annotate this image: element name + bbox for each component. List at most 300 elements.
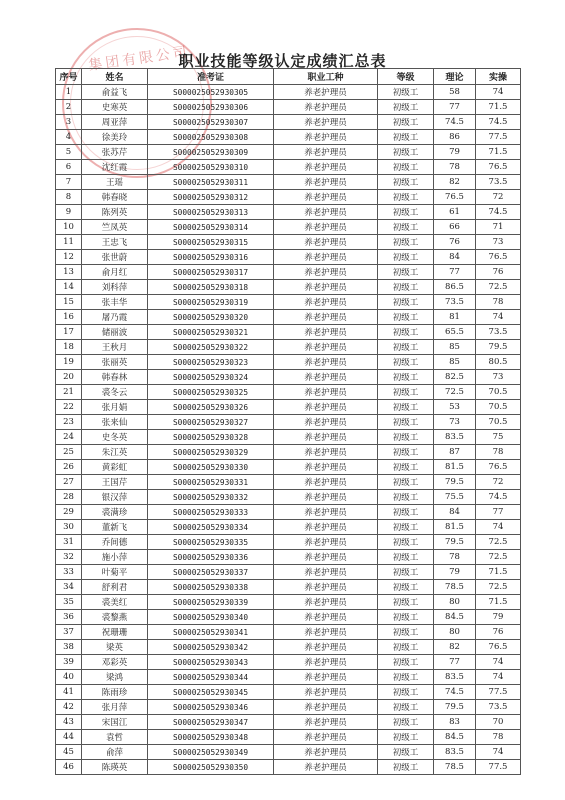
cell-occupation: 养老护理员 [274, 145, 378, 160]
cell-name: 储丽波 [82, 325, 148, 340]
cell-exam-id: S000025052930325 [148, 385, 274, 400]
cell-exam-id: S000025052930324 [148, 370, 274, 385]
cell-occupation: 养老护理员 [274, 220, 378, 235]
cell-exam-id: S000025052930316 [148, 250, 274, 265]
cell-name: 宋国江 [82, 715, 148, 730]
cell-seq: 40 [56, 670, 82, 685]
score-summary-table [55, 68, 521, 775]
cell-level: 初级工 [378, 310, 434, 325]
cell-practice: 79 [476, 610, 521, 625]
table-row [56, 340, 521, 355]
table-row [56, 760, 521, 775]
cell-practice: 73.5 [476, 325, 521, 340]
cell-seq: 14 [56, 280, 82, 295]
cell-exam-id: S000025052930345 [148, 685, 274, 700]
table-row [56, 550, 521, 565]
cell-name: 朱江英 [82, 445, 148, 460]
cell-practice: 74 [476, 520, 521, 535]
cell-theory: 78 [434, 550, 476, 565]
cell-theory: 74.5 [434, 115, 476, 130]
cell-practice: 71.5 [476, 145, 521, 160]
cell-practice: 73.5 [476, 175, 521, 190]
table-row [56, 400, 521, 415]
cell-occupation: 养老护理员 [274, 160, 378, 175]
cell-occupation: 养老护理员 [274, 190, 378, 205]
cell-occupation: 养老护理员 [274, 685, 378, 700]
cell-theory: 84 [434, 250, 476, 265]
cell-seq: 7 [56, 175, 82, 190]
table-row [56, 295, 521, 310]
cell-level: 初级工 [378, 685, 434, 700]
cell-theory: 80 [434, 625, 476, 640]
cell-exam-id: S000025052930328 [148, 430, 274, 445]
table-row [56, 235, 521, 250]
cell-name: 张世蔚 [82, 250, 148, 265]
cell-level: 初级工 [378, 460, 434, 475]
table-row [56, 100, 521, 115]
cell-seq: 16 [56, 310, 82, 325]
cell-level: 初级工 [378, 730, 434, 745]
header-exam-id: 准考证 [148, 69, 274, 85]
cell-level: 初级工 [378, 145, 434, 160]
cell-theory: 72.5 [434, 385, 476, 400]
table-row [56, 415, 521, 430]
cell-exam-id: S000025052930342 [148, 640, 274, 655]
cell-seq: 18 [56, 340, 82, 355]
cell-exam-id: S000025052930306 [148, 100, 274, 115]
cell-exam-id: S000025052930338 [148, 580, 274, 595]
cell-level: 初级工 [378, 295, 434, 310]
cell-theory: 79 [434, 565, 476, 580]
cell-theory: 77 [434, 100, 476, 115]
cell-name: 史寒英 [82, 100, 148, 115]
cell-theory: 84.5 [434, 730, 476, 745]
cell-name: 张来仙 [82, 415, 148, 430]
cell-occupation: 养老护理员 [274, 535, 378, 550]
cell-theory: 85 [434, 355, 476, 370]
cell-practice: 72 [476, 190, 521, 205]
table-row [56, 355, 521, 370]
cell-theory: 83.5 [434, 430, 476, 445]
cell-practice: 70.5 [476, 385, 521, 400]
cell-seq: 37 [56, 625, 82, 640]
cell-level: 初级工 [378, 490, 434, 505]
cell-name: 俞萍 [82, 745, 148, 760]
cell-occupation: 养老护理员 [274, 610, 378, 625]
cell-exam-id: S000025052930307 [148, 115, 274, 130]
cell-exam-id: S000025052930315 [148, 235, 274, 250]
cell-occupation: 养老护理员 [274, 235, 378, 250]
cell-exam-id: S000025052930309 [148, 145, 274, 160]
cell-name: 裘满珍 [82, 505, 148, 520]
cell-occupation: 养老护理员 [274, 355, 378, 370]
cell-name: 沈红霞 [82, 160, 148, 175]
cell-name: 韩春林 [82, 370, 148, 385]
cell-theory: 78 [434, 160, 476, 175]
cell-practice: 74 [476, 310, 521, 325]
cell-practice: 74 [476, 655, 521, 670]
cell-name: 黄彩虹 [82, 460, 148, 475]
cell-practice: 78 [476, 295, 521, 310]
cell-level: 初级工 [378, 85, 434, 100]
cell-level: 初级工 [378, 235, 434, 250]
table-row [56, 580, 521, 595]
cell-occupation: 养老护理员 [274, 565, 378, 580]
cell-seq: 25 [56, 445, 82, 460]
cell-practice: 74 [476, 670, 521, 685]
cell-name: 王忠飞 [82, 235, 148, 250]
cell-exam-id: S000025052930312 [148, 190, 274, 205]
cell-level: 初级工 [378, 325, 434, 340]
cell-name: 裘冬云 [82, 385, 148, 400]
table-row [56, 520, 521, 535]
cell-name: 陈瑛英 [82, 760, 148, 775]
cell-level: 初级工 [378, 370, 434, 385]
cell-exam-id: S000025052930314 [148, 220, 274, 235]
cell-exam-id: S000025052930330 [148, 460, 274, 475]
cell-seq: 13 [56, 265, 82, 280]
cell-seq: 22 [56, 400, 82, 415]
cell-name: 王国芹 [82, 475, 148, 490]
cell-seq: 17 [56, 325, 82, 340]
cell-theory: 79.5 [434, 535, 476, 550]
cell-occupation: 养老护理员 [274, 550, 378, 565]
cell-theory: 84 [434, 505, 476, 520]
cell-theory: 82 [434, 640, 476, 655]
cell-level: 初级工 [378, 250, 434, 265]
table-row [56, 265, 521, 280]
table-row [56, 115, 521, 130]
cell-seq: 29 [56, 505, 82, 520]
cell-occupation: 养老护理员 [274, 760, 378, 775]
cell-seq: 36 [56, 610, 82, 625]
table-row [56, 745, 521, 760]
table-row [56, 565, 521, 580]
table-row [56, 325, 521, 340]
cell-level: 初级工 [378, 625, 434, 640]
cell-theory: 85 [434, 340, 476, 355]
cell-level: 初级工 [378, 265, 434, 280]
cell-theory: 66 [434, 220, 476, 235]
cell-practice: 77 [476, 505, 521, 520]
table-row [56, 445, 521, 460]
cell-theory: 82 [434, 175, 476, 190]
table-row [56, 145, 521, 160]
cell-practice: 77.5 [476, 685, 521, 700]
cell-level: 初级工 [378, 505, 434, 520]
table-row [56, 655, 521, 670]
cell-level: 初级工 [378, 550, 434, 565]
cell-level: 初级工 [378, 595, 434, 610]
cell-theory: 86.5 [434, 280, 476, 295]
table-header-row [56, 69, 521, 85]
cell-exam-id: S000025052930333 [148, 505, 274, 520]
cell-occupation: 养老护理员 [274, 370, 378, 385]
cell-seq: 38 [56, 640, 82, 655]
cell-level: 初级工 [378, 160, 434, 175]
header-name: 姓名 [82, 69, 148, 85]
cell-exam-id: S000025052930340 [148, 610, 274, 625]
cell-seq: 26 [56, 460, 82, 475]
table-row [56, 730, 521, 745]
cell-seq: 33 [56, 565, 82, 580]
cell-exam-id: S000025052930310 [148, 160, 274, 175]
cell-seq: 8 [56, 190, 82, 205]
cell-exam-id: S000025052930348 [148, 730, 274, 745]
table-row [56, 670, 521, 685]
cell-exam-id: S000025052930320 [148, 310, 274, 325]
cell-seq: 1 [56, 85, 82, 100]
cell-theory: 58 [434, 85, 476, 100]
cell-practice: 74 [476, 745, 521, 760]
cell-exam-id: S000025052930332 [148, 490, 274, 505]
cell-exam-id: S000025052930344 [148, 670, 274, 685]
cell-level: 初级工 [378, 175, 434, 190]
cell-occupation: 养老护理员 [274, 730, 378, 745]
cell-level: 初级工 [378, 745, 434, 760]
cell-level: 初级工 [378, 130, 434, 145]
cell-theory: 84.5 [434, 610, 476, 625]
cell-seq: 20 [56, 370, 82, 385]
table-row [56, 505, 521, 520]
cell-name: 屠乃霞 [82, 310, 148, 325]
cell-theory: 78.5 [434, 760, 476, 775]
cell-practice: 71.5 [476, 100, 521, 115]
cell-practice: 71.5 [476, 565, 521, 580]
cell-occupation: 养老护理员 [274, 655, 378, 670]
cell-name: 俞益飞 [82, 85, 148, 100]
cell-theory: 73.5 [434, 295, 476, 310]
cell-practice: 70.5 [476, 415, 521, 430]
cell-practice: 72 [476, 475, 521, 490]
cell-theory: 81.5 [434, 460, 476, 475]
cell-theory: 83.5 [434, 670, 476, 685]
cell-seq: 15 [56, 295, 82, 310]
cell-practice: 73 [476, 370, 521, 385]
cell-name: 张丽英 [82, 355, 148, 370]
cell-practice: 72.5 [476, 280, 521, 295]
table-row [56, 430, 521, 445]
cell-theory: 79.5 [434, 475, 476, 490]
cell-theory: 65.5 [434, 325, 476, 340]
page-title: 职业技能等级认定成绩汇总表 [178, 52, 387, 70]
cell-practice: 70 [476, 715, 521, 730]
cell-practice: 73 [476, 235, 521, 250]
cell-theory: 74.5 [434, 685, 476, 700]
cell-practice: 70.5 [476, 400, 521, 415]
cell-exam-id: S000025052930335 [148, 535, 274, 550]
cell-level: 初级工 [378, 190, 434, 205]
table-row [56, 370, 521, 385]
cell-exam-id: S000025052930347 [148, 715, 274, 730]
cell-name: 裘美红 [82, 595, 148, 610]
table-row [56, 640, 521, 655]
cell-seq: 6 [56, 160, 82, 175]
cell-practice: 76.5 [476, 640, 521, 655]
cell-theory: 81 [434, 310, 476, 325]
cell-name: 陈列英 [82, 205, 148, 220]
cell-seq: 44 [56, 730, 82, 745]
cell-theory: 83.5 [434, 745, 476, 760]
cell-occupation: 养老护理员 [274, 385, 378, 400]
cell-name: 竺凤英 [82, 220, 148, 235]
table-row [56, 490, 521, 505]
cell-theory: 77 [434, 265, 476, 280]
table-row [56, 460, 521, 475]
cell-level: 初级工 [378, 700, 434, 715]
cell-exam-id: S000025052930317 [148, 265, 274, 280]
cell-occupation: 养老护理员 [274, 670, 378, 685]
cell-level: 初级工 [378, 355, 434, 370]
cell-level: 初级工 [378, 580, 434, 595]
cell-practice: 78 [476, 445, 521, 460]
cell-name: 张丰华 [82, 295, 148, 310]
cell-exam-id: S000025052930313 [148, 205, 274, 220]
cell-name: 刘科萍 [82, 280, 148, 295]
cell-seq: 24 [56, 430, 82, 445]
cell-name: 乔间德 [82, 535, 148, 550]
cell-name: 张月娟 [82, 400, 148, 415]
cell-theory: 82.5 [434, 370, 476, 385]
cell-level: 初级工 [378, 340, 434, 355]
cell-name: 裘黎燕 [82, 610, 148, 625]
cell-seq: 31 [56, 535, 82, 550]
table-body [56, 85, 521, 775]
cell-seq: 9 [56, 205, 82, 220]
cell-exam-id: S000025052930331 [148, 475, 274, 490]
cell-level: 初级工 [378, 640, 434, 655]
cell-theory: 53 [434, 400, 476, 415]
cell-occupation: 养老护理员 [274, 280, 378, 295]
cell-exam-id: S000025052930349 [148, 745, 274, 760]
cell-exam-id: S000025052930337 [148, 565, 274, 580]
cell-practice: 71.5 [476, 595, 521, 610]
header-level: 等级 [378, 69, 434, 85]
cell-level: 初级工 [378, 100, 434, 115]
cell-theory: 79 [434, 145, 476, 160]
cell-seq: 34 [56, 580, 82, 595]
cell-occupation: 养老护理员 [274, 400, 378, 415]
cell-theory: 73 [434, 415, 476, 430]
cell-practice: 72.5 [476, 580, 521, 595]
cell-practice: 76.5 [476, 160, 521, 175]
table-row [56, 205, 521, 220]
table-row [56, 85, 521, 100]
cell-occupation: 养老护理员 [274, 490, 378, 505]
cell-occupation: 养老护理员 [274, 475, 378, 490]
table-row [56, 385, 521, 400]
cell-practice: 76.5 [476, 460, 521, 475]
cell-level: 初级工 [378, 280, 434, 295]
cell-level: 初级工 [378, 760, 434, 775]
cell-practice: 74.5 [476, 205, 521, 220]
cell-level: 初级工 [378, 535, 434, 550]
cell-level: 初级工 [378, 475, 434, 490]
header-occupation: 职业工种 [274, 69, 378, 85]
cell-level: 初级工 [378, 385, 434, 400]
table-row [56, 475, 521, 490]
cell-occupation: 养老护理员 [274, 430, 378, 445]
cell-name: 施小萍 [82, 550, 148, 565]
cell-level: 初级工 [378, 445, 434, 460]
cell-occupation: 养老护理员 [274, 250, 378, 265]
cell-exam-id: S000025052930318 [148, 280, 274, 295]
table-row [56, 535, 521, 550]
cell-exam-id: S000025052930327 [148, 415, 274, 430]
cell-level: 初级工 [378, 205, 434, 220]
cell-name: 袁哲 [82, 730, 148, 745]
cell-practice: 76 [476, 625, 521, 640]
header-theory: 理论 [434, 69, 476, 85]
cell-name: 舒利君 [82, 580, 148, 595]
cell-practice: 74.5 [476, 115, 521, 130]
cell-occupation: 养老护理员 [274, 625, 378, 640]
cell-name: 周亚萍 [82, 115, 148, 130]
cell-seq: 12 [56, 250, 82, 265]
table-row [56, 160, 521, 175]
cell-name: 徐美玲 [82, 130, 148, 145]
cell-seq: 19 [56, 355, 82, 370]
cell-theory: 87 [434, 445, 476, 460]
cell-occupation: 养老护理员 [274, 580, 378, 595]
cell-theory: 76.5 [434, 190, 476, 205]
cell-level: 初级工 [378, 565, 434, 580]
cell-seq: 35 [56, 595, 82, 610]
table-row [56, 595, 521, 610]
cell-theory: 77 [434, 655, 476, 670]
cell-seq: 39 [56, 655, 82, 670]
cell-occupation: 养老护理员 [274, 175, 378, 190]
cell-occupation: 养老护理员 [274, 745, 378, 760]
cell-seq: 11 [56, 235, 82, 250]
cell-practice: 74 [476, 85, 521, 100]
table-row [56, 175, 521, 190]
cell-occupation: 养老护理员 [274, 445, 378, 460]
table-row [56, 715, 521, 730]
cell-practice: 79.5 [476, 340, 521, 355]
cell-seq: 46 [56, 760, 82, 775]
cell-name: 王秋月 [82, 340, 148, 355]
cell-practice: 74.5 [476, 490, 521, 505]
cell-theory: 81.5 [434, 520, 476, 535]
cell-occupation: 养老护理员 [274, 310, 378, 325]
cell-level: 初级工 [378, 430, 434, 445]
cell-level: 初级工 [378, 220, 434, 235]
cell-occupation: 养老护理员 [274, 505, 378, 520]
cell-theory: 83 [434, 715, 476, 730]
cell-practice: 76.5 [476, 250, 521, 265]
cell-exam-id: S000025052930334 [148, 520, 274, 535]
cell-exam-id: S000025052930319 [148, 295, 274, 310]
cell-occupation: 养老护理员 [274, 265, 378, 280]
cell-seq: 42 [56, 700, 82, 715]
cell-exam-id: S000025052930321 [148, 325, 274, 340]
cell-name: 梁英 [82, 640, 148, 655]
cell-name: 董新飞 [82, 520, 148, 535]
cell-seq: 32 [56, 550, 82, 565]
cell-theory: 76 [434, 235, 476, 250]
cell-exam-id: S000025052930336 [148, 550, 274, 565]
cell-exam-id: S000025052930346 [148, 700, 274, 715]
cell-practice: 77.5 [476, 130, 521, 145]
table-row [56, 190, 521, 205]
table-row [56, 610, 521, 625]
cell-occupation: 养老护理员 [274, 715, 378, 730]
cell-theory: 79.5 [434, 700, 476, 715]
cell-seq: 2 [56, 100, 82, 115]
cell-occupation: 养老护理员 [274, 325, 378, 340]
cell-name: 史冬英 [82, 430, 148, 445]
